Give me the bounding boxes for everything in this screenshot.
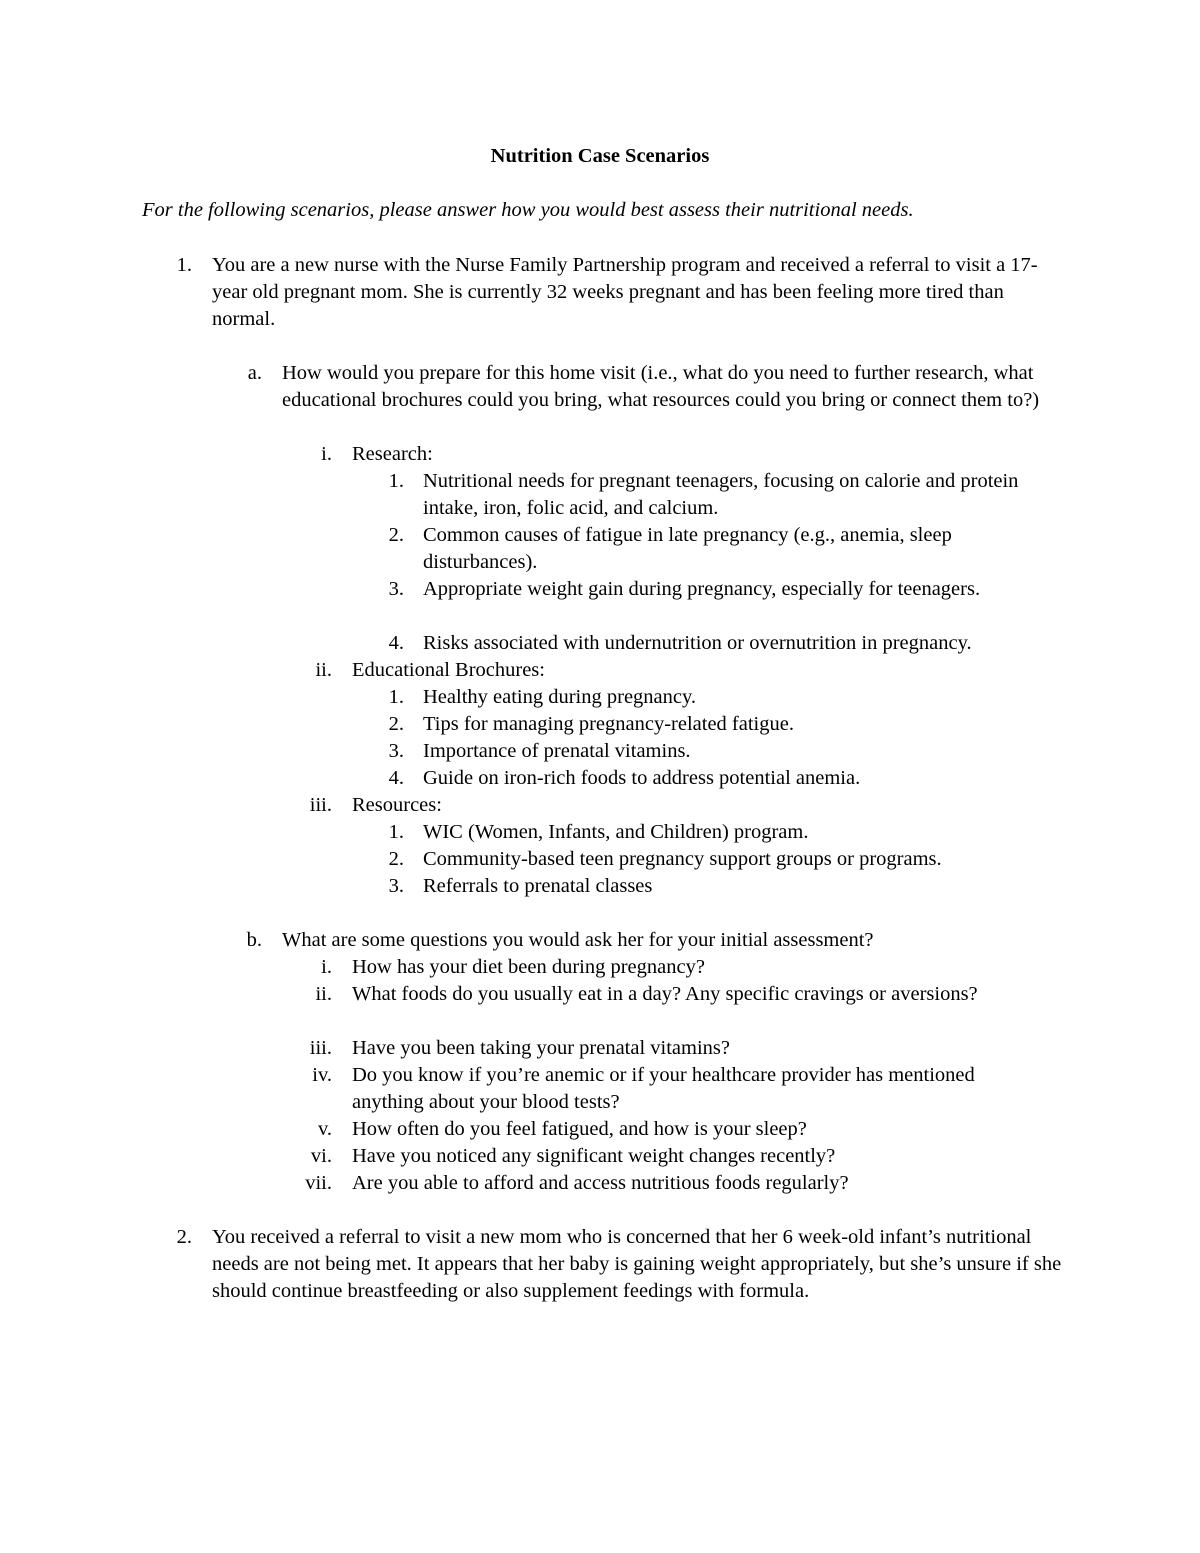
brochure-item: Tips for managing pregnancy-related fatigue.: [423, 713, 794, 735]
brochure-item: Guide on iron-rich foods to address potential anemia.: [423, 767, 861, 789]
question-item: Have you been taking your prenatal vitamins?: [352, 1037, 730, 1059]
resource-item: WIC (Women, Infants, and Children) program.: [423, 821, 809, 843]
brochure-item-marker: 4.: [388, 767, 404, 789]
research-item: Common causes of fatigue in late pregnancy (e.g., anemia, sleep disturbances).: [423, 524, 952, 573]
question-marker: ii.: [315, 983, 332, 1005]
question-marker: iv.: [312, 1064, 332, 1086]
brochure-item-marker: 2.: [388, 713, 404, 735]
brochure-item-marker: 3.: [388, 740, 404, 762]
question-marker: iii.: [309, 1037, 332, 1059]
brochure-item-marker: 1.: [388, 686, 404, 708]
research-item: Nutritional needs for pregnant teenagers, focusing on calorie and protein intake, iron, folic acid, and calcium.: [423, 470, 1019, 519]
question-marker: i.: [321, 956, 332, 978]
research-label: Research:: [352, 443, 433, 465]
question-item: How often do you feel fatigued, and how is your sleep?: [352, 1118, 807, 1140]
research-item: Appropriate weight gain during pregnancy, especially for teenagers.: [423, 578, 981, 600]
resource-item-marker: 2.: [388, 848, 404, 870]
scenario-2-marker: 2.: [176, 1226, 192, 1248]
intro-text: For the following scenarios, please answer how you would best assess their nutritional needs.: [142, 199, 914, 221]
scenario-1-marker: 1.: [176, 254, 192, 276]
question-marker: v.: [317, 1118, 332, 1140]
brochures-marker: ii.: [315, 659, 332, 681]
question-marker: vi.: [310, 1145, 332, 1167]
part-b-text: What are some questions you would ask her for your initial assessment?: [282, 929, 874, 951]
resource-item-marker: 1.: [388, 821, 404, 843]
brochure-item: Importance of prenatal vitamins.: [423, 740, 691, 762]
brochures-label: Educational Brochures:: [352, 659, 545, 681]
question-item: Are you able to afford and access nutritious foods regularly?: [352, 1172, 849, 1194]
question-item: Do you know if you’re anemic or if your healthcare provider has mentioned anything about your blood tests?: [352, 1064, 975, 1113]
scenario-2-text: You received a referral to visit a new mom who is concerned that her 6 week-old infant’s nutritional needs are not being met. It appears that her baby is gaining weight appropriately, but she’s unsure if she should continue breastfeeding or also supplement feedings with formula.: [212, 1226, 1062, 1302]
research-item-marker: 2.: [388, 524, 404, 546]
question-item: Have you noticed any significant weight changes recently?: [352, 1145, 836, 1167]
resources-label: Resources:: [352, 794, 442, 816]
research-item-marker: 1.: [388, 470, 404, 492]
brochure-item: Healthy eating during pregnancy.: [423, 686, 697, 708]
resources-marker: iii.: [309, 794, 332, 816]
question-marker: vii.: [305, 1172, 332, 1194]
part-a-text: How would you prepare for this home visit (i.e., what do you need to further research, what educational brochures could you bring, what resources could you bring or connect them to?): [282, 362, 1040, 411]
scenario-1-text: You are a new nurse with the Nurse Family Partnership program and received a referral to visit a 17-year old pregnant mom. She is currently 32 weeks pregnant and has been feeling more tired than normal.: [212, 254, 1038, 330]
question-item: What foods do you usually eat in a day? Any specific cravings or aversions?: [352, 983, 978, 1005]
research-item: Risks associated with undernutrition or overnutrition in pregnancy.: [423, 632, 972, 654]
resource-item: Community-based teen pregnancy support groups or programs.: [423, 848, 942, 870]
resource-item: Referrals to prenatal classes: [423, 875, 653, 897]
question-item: How has your diet been during pregnancy?: [352, 956, 705, 978]
resource-item-marker: 3.: [388, 875, 404, 897]
page-title: Nutrition Case Scenarios: [490, 145, 710, 167]
part-a-marker: a.: [247, 362, 262, 384]
research-marker: i.: [321, 443, 332, 465]
research-item-marker: 3.: [388, 578, 404, 600]
part-b-marker: b.: [246, 929, 262, 951]
research-item-marker: 4.: [388, 632, 404, 654]
